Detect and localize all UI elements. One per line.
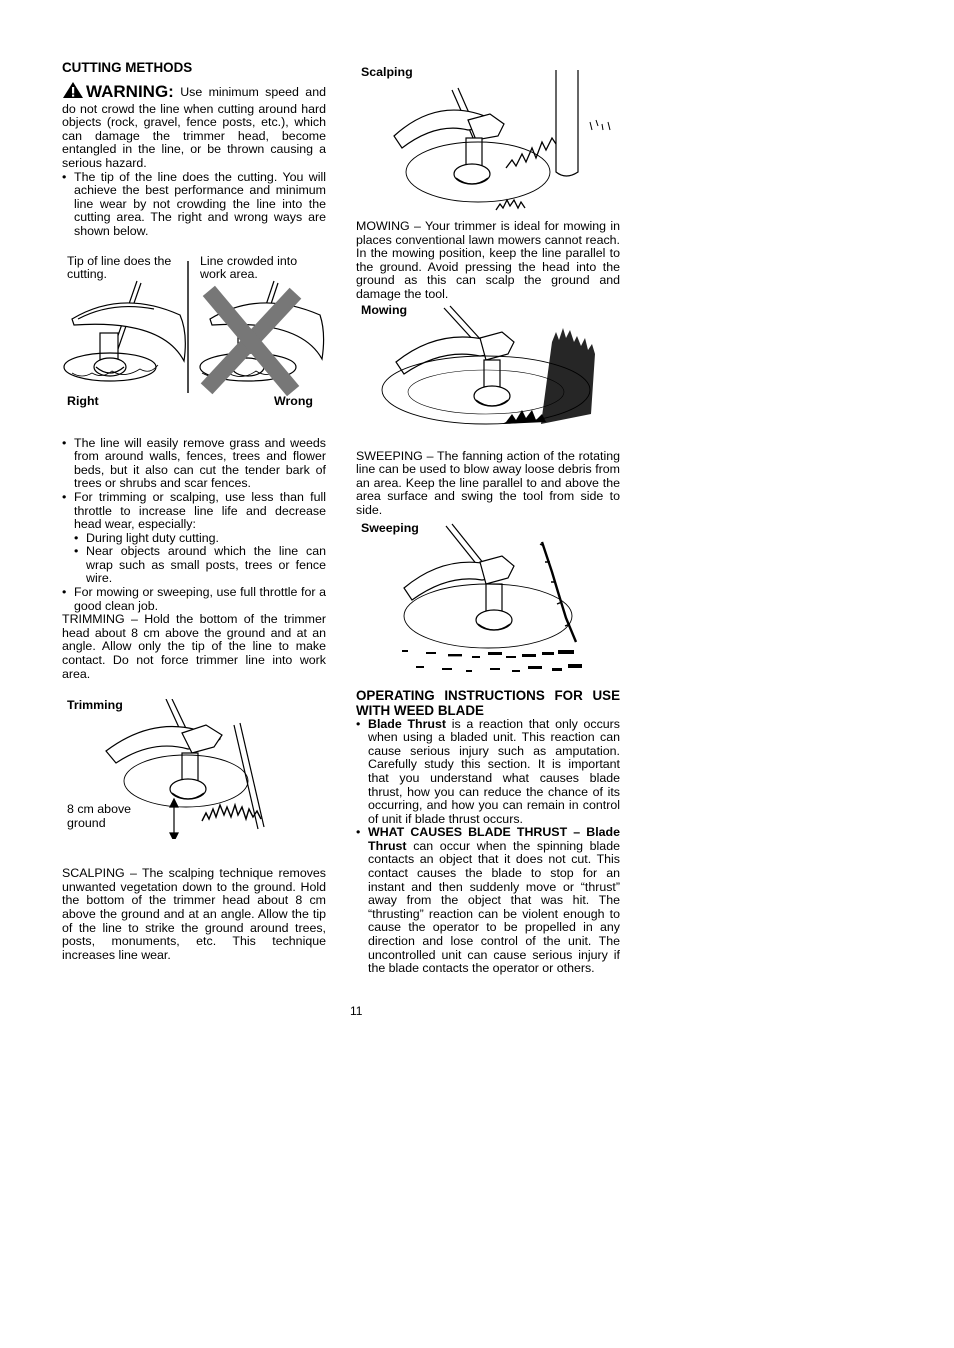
right-column <box>356 64 620 976</box>
scalping-illustration <box>356 64 620 220</box>
sweeping-illustration <box>356 522 620 688</box>
list-item: • The tip of the line does the cutting. You will achieve the best performance and minimum line wear by not crowding the line into the cutting area. The right and wrong ways are shown below. <box>62 171 326 239</box>
left-column <box>62 60 326 962</box>
list-item: • During light duty cutting. <box>62 532 326 546</box>
list-item-text: For trimming or scalping, use less than full throttle to increase line life and decrease head wear, especially: <box>74 489 326 532</box>
page-number: 11 <box>350 1004 363 1018</box>
blade-thrust-term: Blade Thrust <box>368 716 446 731</box>
list-item: • The line will easily remove grass and weeds from around walls, fences, trees and flower beds, but it also can cut the tender bark of trees or shrubs and scar fences. <box>62 437 326 491</box>
trimming-paragraph: TRIMMING – Hold the bottom of the trimmer head about 8 cm above the ground and at an angle. Allow only the tip of the line to make contact. Do not force trimmer line into work area. <box>62 612 326 681</box>
fig-right-label: Right <box>67 393 99 408</box>
fig-wrong-label: Wrong <box>274 393 313 408</box>
tip-bullet-list <box>62 171 326 239</box>
warning-word: WARNING: <box>86 82 174 101</box>
blade-thrust-text: is a reaction that only occurs when using a bladed unit. This reaction can cause serious injury such as amputation. Carefully study this section. It is important that you understand what causes blade thrust, how you can reduce the chance of its occurring, and how you can remain in control of unit if blade thrust occurs. <box>368 716 620 826</box>
scalping-label: Scalping <box>361 65 413 79</box>
scalping-figure <box>356 64 620 220</box>
weed-blade-heading: OPERATING INSTRUCTIONS FOR USE WITH WEED BLADE <box>356 687 620 718</box>
sweeping-label: Sweeping <box>361 520 419 535</box>
right-wrong-figure <box>62 255 326 423</box>
sweeping-paragraph: SWEEPING – The fanning action of the rotating line can be used to blow away loose debris from an area. Keep the line parallel to and above the area surface and swing the tool from side to side. <box>356 448 620 517</box>
list-item <box>356 718 620 827</box>
mowing-paragraph: MOWING – Your trimmer is ideal for mowing in places conventional lawn mowers cannot reach. In the mowing position, keep the line parallel to the ground. Avoid pressing the head into the ground as this can scalp the ground and damage the tool. <box>356 219 620 301</box>
cutting-methods-heading: CUTTING METHODS <box>62 60 193 75</box>
mowing-figure <box>356 304 620 444</box>
warning-paragraph <box>62 81 326 171</box>
warning-triangle-icon <box>62 81 84 103</box>
warning-text: Use minimum speed and do not crowd the line when cutting around hard objects (rock, gravel, fence posts, etc.), which can damage the trimmer head, become entangled in the line, or be thrown causing a serious hazard. <box>62 85 326 170</box>
trimming-caption: 8 cm above ground <box>67 802 132 830</box>
blade-bullet-list <box>356 718 620 976</box>
blade-thrust-cause-text: can occur when the spinning blade contacts an object that it does not cut. This contact causes the blade to stop for an instant and then suddenly move or “thrust” away from the object that was hit. The “thrusting” reaction can be violent enough to cause the operator to be propelled in any direction and lose control of the unit. The uncontrolled unit can cause serious injury if the blade contacts the operator or others. <box>368 838 620 976</box>
mowing-illustration <box>356 304 620 444</box>
trimming-bullet-list <box>62 437 326 532</box>
sub-bullet-list <box>62 532 326 586</box>
blade-thrust-cause-term: WHAT CAUSES BLADE THRUST – Blade Thrust <box>368 825 620 853</box>
fig-right-caption: Tip of line does the cutting. <box>67 253 172 282</box>
list-item: • Near objects around which the line can wrap such as small posts, trees or fence wire. <box>62 545 326 586</box>
list-item <box>356 826 620 976</box>
fig-wrong-caption: Line crowded into work area. <box>200 253 298 282</box>
list-item <box>62 491 326 532</box>
sweeping-figure <box>356 522 620 688</box>
trimming-label: Trimming <box>67 698 123 713</box>
mowing-bullet-list <box>62 586 326 613</box>
mowing-label: Mowing <box>361 302 408 317</box>
list-item: • For mowing or sweeping, use full throttle for a good clean job. <box>62 586 326 613</box>
scalping-paragraph: SCALPING – The scalping technique removes unwanted vegetation down to the ground. Hold the bottom of the trimmer head about 8 cm above the ground and at an angle. Allow the tip of the line to strike the ground around trees, posts, monuments, etc. This technique increases line wear. <box>62 866 326 962</box>
trimming-figure <box>62 699 326 839</box>
